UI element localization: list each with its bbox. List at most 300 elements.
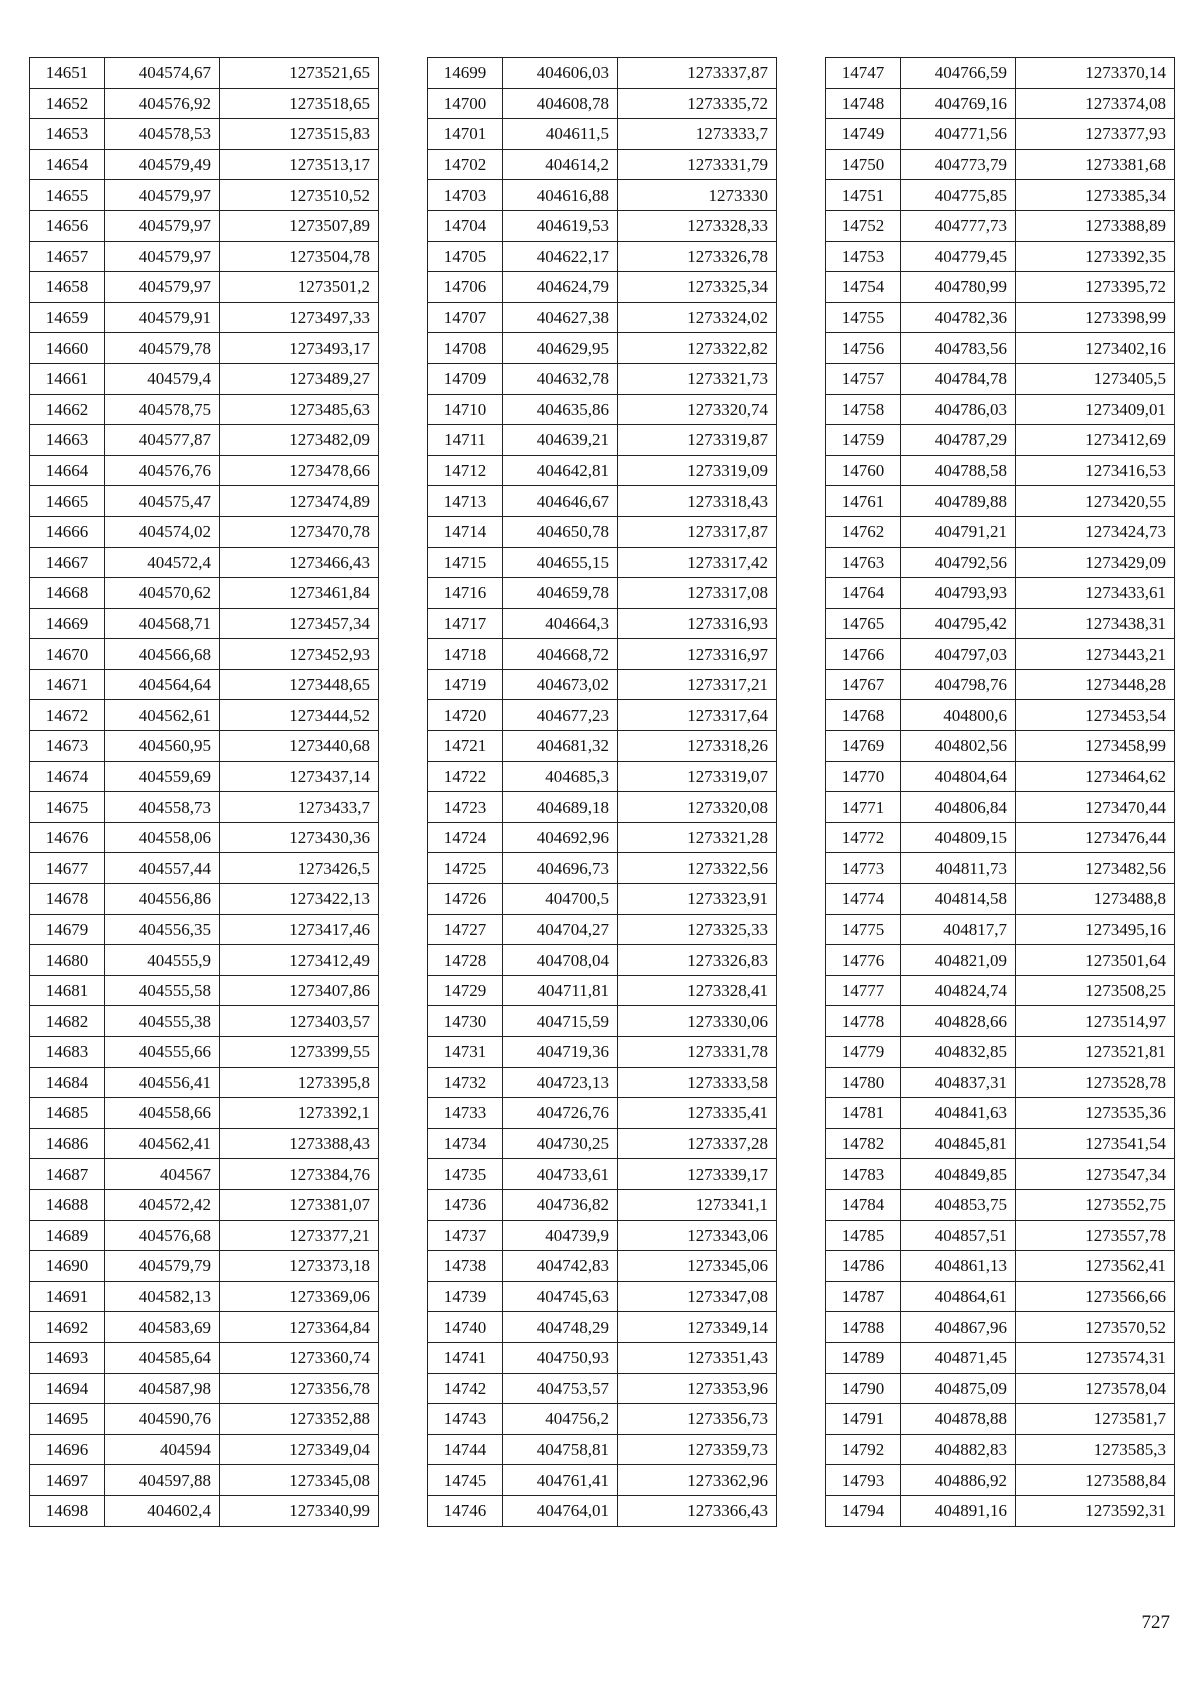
x-coordinate-cell: 404564,64 [105,669,220,700]
y-coordinate-cell: 1273409,01 [1016,394,1175,425]
point-id-cell: 14653 [30,119,105,150]
x-coordinate-cell: 404558,66 [105,1098,220,1129]
x-coordinate-cell: 404802,56 [901,731,1016,762]
table-row [30,669,379,700]
y-coordinate-cell: 1273356,78 [220,1373,379,1404]
y-coordinate-cell: 1273464,62 [1016,761,1175,792]
y-coordinate-cell: 1273328,33 [618,210,777,241]
y-coordinate-cell: 1273458,99 [1016,731,1175,762]
table-row [30,455,379,486]
point-id-cell: 14727 [428,914,503,945]
point-id-cell: 14740 [428,1312,503,1343]
y-coordinate-cell: 1273317,08 [618,578,777,609]
x-coordinate-cell: 404878,88 [901,1404,1016,1435]
table-row [826,639,1175,670]
x-coordinate-cell: 404689,18 [503,792,618,823]
point-id-cell: 14703 [428,180,503,211]
y-coordinate-cell: 1273318,26 [618,731,777,762]
x-coordinate-cell: 404857,51 [901,1220,1016,1251]
y-coordinate-cell: 1273347,08 [618,1281,777,1312]
table-row [30,210,379,241]
table-row [826,547,1175,578]
x-coordinate-cell: 404750,93 [503,1342,618,1373]
x-coordinate-cell: 404616,88 [503,180,618,211]
point-id-cell: 14747 [826,58,901,89]
table-row [428,455,777,486]
table-row [30,547,379,578]
point-id-cell: 14738 [428,1251,503,1282]
x-coordinate-cell: 404789,88 [901,486,1016,517]
point-id-cell: 14765 [826,608,901,639]
table-row [30,853,379,884]
x-coordinate-cell: 404579,97 [105,272,220,303]
table-row [826,58,1175,89]
table-row [30,486,379,517]
x-coordinate-cell: 404806,84 [901,792,1016,823]
table-row [826,1189,1175,1220]
y-coordinate-cell: 1273331,79 [618,149,777,180]
table-row [30,180,379,211]
point-id-cell: 14672 [30,700,105,731]
x-coordinate-cell: 404849,85 [901,1159,1016,1190]
y-coordinate-cell: 1273377,21 [220,1220,379,1251]
table-row [30,333,379,364]
point-id-cell: 14754 [826,272,901,303]
y-coordinate-cell: 1273521,81 [1016,1037,1175,1068]
table-row [826,333,1175,364]
y-coordinate-cell: 1273374,08 [1016,88,1175,119]
point-id-cell: 14778 [826,1006,901,1037]
table-row [826,1067,1175,1098]
x-coordinate-cell: 404579,97 [105,180,220,211]
x-coordinate-cell: 404723,13 [503,1067,618,1098]
point-id-cell: 14690 [30,1251,105,1282]
y-coordinate-cell: 1273337,87 [618,58,777,89]
x-coordinate-cell: 404611,5 [503,119,618,150]
y-coordinate-cell: 1273453,54 [1016,700,1175,731]
x-coordinate-cell: 404875,09 [901,1373,1016,1404]
point-id-cell: 14712 [428,455,503,486]
table-row [30,88,379,119]
x-coordinate-cell: 404791,21 [901,516,1016,547]
table-row [30,578,379,609]
table-row [826,119,1175,150]
table-row [826,425,1175,456]
y-coordinate-cell: 1273402,16 [1016,333,1175,364]
point-id-cell: 14658 [30,272,105,303]
table-row [428,333,777,364]
y-coordinate-cell: 1273440,68 [220,731,379,762]
y-coordinate-cell: 1273377,93 [1016,119,1175,150]
y-coordinate-cell: 1273433,7 [220,792,379,823]
y-coordinate-cell: 1273320,74 [618,394,777,425]
x-coordinate-cell: 404579,97 [105,241,220,272]
x-coordinate-cell: 404664,3 [503,608,618,639]
x-coordinate-cell: 404602,4 [105,1495,220,1526]
table-row [30,822,379,853]
point-id-cell: 14785 [826,1220,901,1251]
table-row [826,761,1175,792]
y-coordinate-cell: 1273392,35 [1016,241,1175,272]
y-coordinate-cell: 1273437,14 [220,761,379,792]
x-coordinate-cell: 404804,64 [901,761,1016,792]
table-row [30,394,379,425]
x-coordinate-cell: 404871,45 [901,1342,1016,1373]
y-coordinate-cell: 1273412,49 [220,945,379,976]
table-row [428,1128,777,1159]
table-row [30,1189,379,1220]
y-coordinate-cell: 1273493,17 [220,333,379,364]
table-row [826,180,1175,211]
y-coordinate-cell: 1273521,65 [220,58,379,89]
table-row [30,761,379,792]
point-id-cell: 14708 [428,333,503,364]
table-row [428,1251,777,1282]
x-coordinate-cell: 404570,62 [105,578,220,609]
point-id-cell: 14793 [826,1465,901,1496]
y-coordinate-cell: 1273448,65 [220,669,379,700]
point-id-cell: 14671 [30,669,105,700]
table-row [428,1312,777,1343]
table-row [30,608,379,639]
y-coordinate-cell: 1273433,61 [1016,578,1175,609]
x-coordinate-cell: 404798,76 [901,669,1016,700]
y-coordinate-cell: 1273349,04 [220,1434,379,1465]
y-coordinate-cell: 1273339,17 [618,1159,777,1190]
x-coordinate-cell: 404809,15 [901,822,1016,853]
page-number: 727 [1141,1612,1170,1633]
point-id-cell: 14737 [428,1220,503,1251]
table-row [826,149,1175,180]
y-coordinate-cell: 1273364,84 [220,1312,379,1343]
x-coordinate-cell: 404597,88 [105,1465,220,1496]
table-row [826,578,1175,609]
x-coordinate-cell: 404572,42 [105,1189,220,1220]
table-row [428,119,777,150]
x-coordinate-cell: 404556,41 [105,1067,220,1098]
point-id-cell: 14773 [826,853,901,884]
point-id-cell: 14760 [826,455,901,486]
point-id-cell: 14687 [30,1159,105,1190]
table-row [30,516,379,547]
point-id-cell: 14730 [428,1006,503,1037]
point-id-cell: 14741 [428,1342,503,1373]
point-id-cell: 14755 [826,302,901,333]
point-id-cell: 14662 [30,394,105,425]
y-coordinate-cell: 1273416,53 [1016,455,1175,486]
x-coordinate-cell: 404756,2 [503,1404,618,1435]
point-id-cell: 14784 [826,1189,901,1220]
point-id-cell: 14691 [30,1281,105,1312]
y-coordinate-cell: 1273452,93 [220,639,379,670]
table-row [428,1159,777,1190]
table-row [826,669,1175,700]
x-coordinate-cell: 404585,64 [105,1342,220,1373]
table-row [30,1495,379,1526]
y-coordinate-cell: 1273345,08 [220,1465,379,1496]
point-id-cell: 14751 [826,180,901,211]
point-id-cell: 14696 [30,1434,105,1465]
table-row [826,88,1175,119]
x-coordinate-cell: 404719,36 [503,1037,618,1068]
table-row [826,1037,1175,1068]
point-id-cell: 14780 [826,1067,901,1098]
x-coordinate-cell: 404837,31 [901,1067,1016,1098]
point-id-cell: 14750 [826,149,901,180]
x-coordinate-cell: 404814,58 [901,884,1016,915]
point-id-cell: 14779 [826,1037,901,1068]
point-id-cell: 14700 [428,88,503,119]
y-coordinate-cell: 1273592,31 [1016,1495,1175,1526]
y-coordinate-cell: 1273316,97 [618,639,777,670]
x-coordinate-cell: 404784,78 [901,363,1016,394]
point-id-cell: 14715 [428,547,503,578]
point-id-cell: 14684 [30,1067,105,1098]
y-coordinate-cell: 1273552,75 [1016,1189,1175,1220]
point-id-cell: 14656 [30,210,105,241]
table-row [428,731,777,762]
point-id-cell: 14726 [428,884,503,915]
table-row [30,1342,379,1373]
x-coordinate-cell: 404594 [105,1434,220,1465]
table-row [30,792,379,823]
y-coordinate-cell: 1273341,1 [618,1189,777,1220]
x-coordinate-cell: 404673,02 [503,669,618,700]
table-row [428,608,777,639]
point-id-cell: 14706 [428,272,503,303]
table-row [30,1006,379,1037]
point-id-cell: 14792 [826,1434,901,1465]
point-id-cell: 14679 [30,914,105,945]
y-coordinate-cell: 1273317,87 [618,516,777,547]
y-coordinate-cell: 1273343,06 [618,1220,777,1251]
x-coordinate-cell: 404579,49 [105,149,220,180]
point-id-cell: 14723 [428,792,503,823]
y-coordinate-cell: 1273324,02 [618,302,777,333]
x-coordinate-cell: 404587,98 [105,1373,220,1404]
x-coordinate-cell: 404891,16 [901,1495,1016,1526]
point-id-cell: 14718 [428,639,503,670]
table-row [826,1342,1175,1373]
point-id-cell: 14734 [428,1128,503,1159]
point-id-cell: 14772 [826,822,901,853]
table-row [30,731,379,762]
y-coordinate-cell: 1273370,14 [1016,58,1175,89]
x-coordinate-cell: 404797,03 [901,639,1016,670]
table-row [30,1220,379,1251]
x-coordinate-cell: 404572,4 [105,547,220,578]
point-id-cell: 14676 [30,822,105,853]
point-id-cell: 14776 [826,945,901,976]
point-id-cell: 14728 [428,945,503,976]
point-id-cell: 14666 [30,516,105,547]
point-id-cell: 14787 [826,1281,901,1312]
x-coordinate-cell: 404795,42 [901,608,1016,639]
table-row [428,1189,777,1220]
x-coordinate-cell: 404824,74 [901,975,1016,1006]
x-coordinate-cell: 404821,09 [901,945,1016,976]
point-id-cell: 14739 [428,1281,503,1312]
table-row [428,1220,777,1251]
x-coordinate-cell: 404574,67 [105,58,220,89]
table-row [826,455,1175,486]
x-coordinate-cell: 404650,78 [503,516,618,547]
table-row [428,914,777,945]
point-id-cell: 14701 [428,119,503,150]
point-id-cell: 14769 [826,731,901,762]
table-row [30,975,379,1006]
table-row [826,945,1175,976]
x-coordinate-cell: 404800,6 [901,700,1016,731]
x-coordinate-cell: 404704,27 [503,914,618,945]
y-coordinate-cell: 1273457,34 [220,608,379,639]
y-coordinate-cell: 1273417,46 [220,914,379,945]
table-row [428,1037,777,1068]
table-row [826,516,1175,547]
table-row [428,1281,777,1312]
point-id-cell: 14665 [30,486,105,517]
y-coordinate-cell: 1273426,5 [220,853,379,884]
x-coordinate-cell: 404566,68 [105,639,220,670]
y-coordinate-cell: 1273398,99 [1016,302,1175,333]
x-coordinate-cell: 404681,32 [503,731,618,762]
table-row [428,1342,777,1373]
y-coordinate-cell: 1273443,21 [1016,639,1175,670]
table-row [826,822,1175,853]
y-coordinate-cell: 1273420,55 [1016,486,1175,517]
table-row [428,180,777,211]
table-row [428,1098,777,1129]
y-coordinate-cell: 1273381,68 [1016,149,1175,180]
point-id-cell: 14667 [30,547,105,578]
point-id-cell: 14719 [428,669,503,700]
point-id-cell: 14794 [826,1495,901,1526]
table-row [30,272,379,303]
table-row [428,394,777,425]
table-row [826,975,1175,1006]
y-coordinate-cell: 1273337,28 [618,1128,777,1159]
point-id-cell: 14759 [826,425,901,456]
x-coordinate-cell: 404853,75 [901,1189,1016,1220]
y-coordinate-cell: 1273384,76 [220,1159,379,1190]
x-coordinate-cell: 404614,2 [503,149,618,180]
x-coordinate-cell: 404886,92 [901,1465,1016,1496]
table-row [428,1067,777,1098]
table-row [428,792,777,823]
x-coordinate-cell: 404777,73 [901,210,1016,241]
y-coordinate-cell: 1273507,89 [220,210,379,241]
y-coordinate-cell: 1273317,42 [618,547,777,578]
point-id-cell: 14693 [30,1342,105,1373]
x-coordinate-cell: 404771,56 [901,119,1016,150]
y-coordinate-cell: 1273461,84 [220,578,379,609]
point-id-cell: 14753 [826,241,901,272]
y-coordinate-cell: 1273412,69 [1016,425,1175,456]
point-id-cell: 14654 [30,149,105,180]
point-id-cell: 14661 [30,363,105,394]
x-coordinate-cell: 404579,79 [105,1251,220,1282]
x-coordinate-cell: 404557,44 [105,853,220,884]
point-id-cell: 14771 [826,792,901,823]
point-id-cell: 14756 [826,333,901,364]
y-coordinate-cell: 1273318,43 [618,486,777,517]
table-row [826,608,1175,639]
table-row [428,975,777,1006]
x-coordinate-cell: 404576,92 [105,88,220,119]
y-coordinate-cell: 1273330,06 [618,1006,777,1037]
point-id-cell: 14697 [30,1465,105,1496]
table-row [30,119,379,150]
y-coordinate-cell: 1273501,2 [220,272,379,303]
x-coordinate-cell: 404579,4 [105,363,220,394]
x-coordinate-cell: 404562,41 [105,1128,220,1159]
point-id-cell: 14710 [428,394,503,425]
point-id-cell: 14699 [428,58,503,89]
y-coordinate-cell: 1273335,72 [618,88,777,119]
x-coordinate-cell: 404867,96 [901,1312,1016,1343]
table-row [826,1159,1175,1190]
point-id-cell: 14651 [30,58,105,89]
table-row [826,241,1175,272]
y-coordinate-cell: 1273485,63 [220,394,379,425]
y-coordinate-cell: 1273482,09 [220,425,379,456]
point-id-cell: 14683 [30,1037,105,1068]
table-row [30,1465,379,1496]
table-row [826,210,1175,241]
y-coordinate-cell: 1273405,5 [1016,363,1175,394]
point-id-cell: 14763 [826,547,901,578]
table-row [428,363,777,394]
table-row [428,853,777,884]
y-coordinate-cell: 1273330 [618,180,777,211]
x-coordinate-cell: 404578,75 [105,394,220,425]
x-coordinate-cell: 404577,87 [105,425,220,456]
point-id-cell: 14702 [428,149,503,180]
x-coordinate-cell: 404779,45 [901,241,1016,272]
point-id-cell: 14675 [30,792,105,823]
point-id-cell: 14669 [30,608,105,639]
point-id-cell: 14652 [30,88,105,119]
table-row [428,272,777,303]
y-coordinate-cell: 1273335,41 [618,1098,777,1129]
table-row [30,1067,379,1098]
x-coordinate-cell: 404576,68 [105,1220,220,1251]
y-coordinate-cell: 1273325,33 [618,914,777,945]
y-coordinate-cell: 1273353,96 [618,1373,777,1404]
point-id-cell: 14725 [428,853,503,884]
x-coordinate-cell: 404696,73 [503,853,618,884]
y-coordinate-cell: 1273366,43 [618,1495,777,1526]
table-row [30,1251,379,1282]
table-row [30,302,379,333]
y-coordinate-cell: 1273362,96 [618,1465,777,1496]
y-coordinate-cell: 1273470,44 [1016,792,1175,823]
x-coordinate-cell: 404558,06 [105,822,220,853]
y-coordinate-cell: 1273578,04 [1016,1373,1175,1404]
x-coordinate-cell: 404629,95 [503,333,618,364]
x-coordinate-cell: 404764,01 [503,1495,618,1526]
y-coordinate-cell: 1273331,78 [618,1037,777,1068]
y-coordinate-cell: 1273317,64 [618,700,777,731]
y-coordinate-cell: 1273557,78 [1016,1220,1175,1251]
coordinate-table-3 [825,57,1175,1527]
x-coordinate-cell: 404769,16 [901,88,1016,119]
table-row [30,639,379,670]
x-coordinate-cell: 404692,96 [503,822,618,853]
y-coordinate-cell: 1273369,06 [220,1281,379,1312]
table-row [428,700,777,731]
table-row [30,945,379,976]
